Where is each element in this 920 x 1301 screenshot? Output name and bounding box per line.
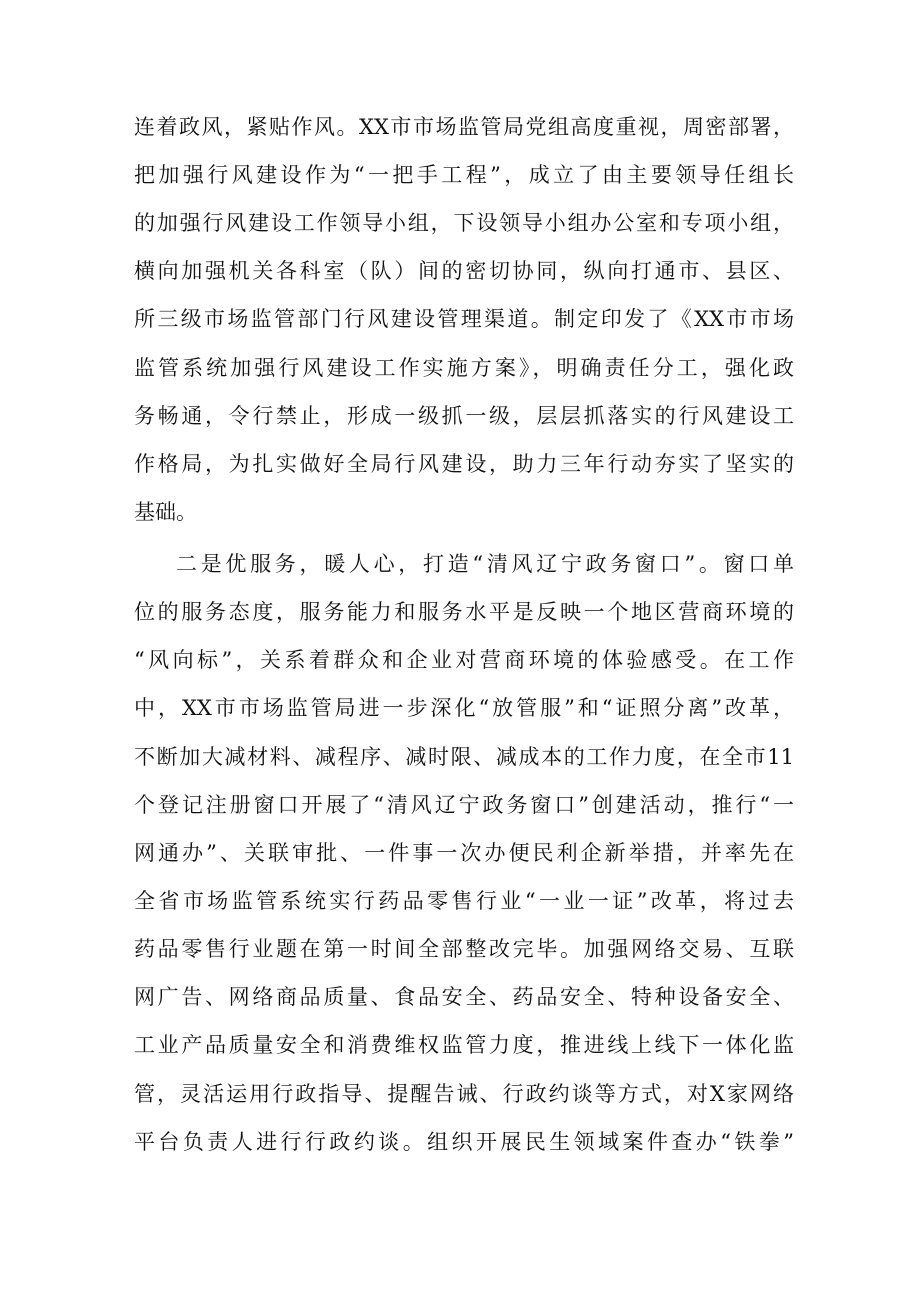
- text-line: 的加强行风建设工作领导小组，下设领导小组办公室和专项小组，: [134, 211, 794, 235]
- text-line: 中，XX市市场监管局进一步深化“放管服”和“证照分离”改革，: [134, 696, 794, 720]
- text-line: 监管系统加强行风建设工作实施方案》，明确责任分工，强化政: [134, 356, 794, 380]
- text-line: 把加强行风建设作为“一把手工程”，成立了由主要领导任组长: [134, 163, 794, 187]
- text-line: 基础。: [134, 500, 197, 524]
- text-line: 位的服务态度，服务能力和服务水平是反映一个地区营商环境的: [134, 600, 794, 624]
- text-line: 作格局，为扎实做好全局行风建设，助力三年行动夯实了坚实的: [134, 452, 794, 476]
- text-line: 个登记注册窗口开展了“清风辽宁政务窗口”创建活动，推行“一: [134, 793, 794, 817]
- text-line: 网广告、网络商品质量、食品安全、药品安全、特种设备安全、: [134, 985, 794, 1009]
- text-line: “风向标”，关系着群众和企业对营商环境的体验感受。在工作: [134, 648, 794, 672]
- text-line: 工业产品质量安全和消费维权监管力度，推进线上线下一体化监: [134, 1033, 794, 1057]
- text-line: 务畅通，令行禁止，形成一级抓一级，层层抓落实的行风建设工: [134, 404, 794, 428]
- text-line: 药品零售行业题在第一时间全部整改完毕。加强网络交易、互联: [134, 937, 794, 961]
- text-line: 所三级市场监管部门行风建设管理渠道。制定印发了《XX市市场: [134, 307, 794, 331]
- text-line: 平台负责人进行行政约谈。组织开展民生领域案件查办“铁拳”: [134, 1130, 794, 1154]
- text-line: 管，灵活运用行政指导、提醒告诫、行政约谈等方式，对X家网络: [134, 1082, 794, 1106]
- text-line: 横向加强机关各科室（队）间的密切协同，纵向打通市、县区、: [134, 259, 794, 283]
- text-line: 不断加大减材料、减程序、减时限、减成本的工作力度，在全市11: [134, 745, 794, 769]
- text-line: 网通办”、关联审批、一件事一次办便民利企新举措，并率先在: [134, 841, 794, 865]
- paragraph-first-line: 二是优服务，暖人心，打造“清风辽宁政务窗口”。窗口单: [176, 552, 794, 576]
- text-line: 连着政风，紧贴作风。XX市市场监管局党组高度重视，周密部署，: [134, 115, 794, 139]
- text-line: 全省市场监管系统实行药品零售行业“一业一证”改革，将过去: [134, 889, 794, 913]
